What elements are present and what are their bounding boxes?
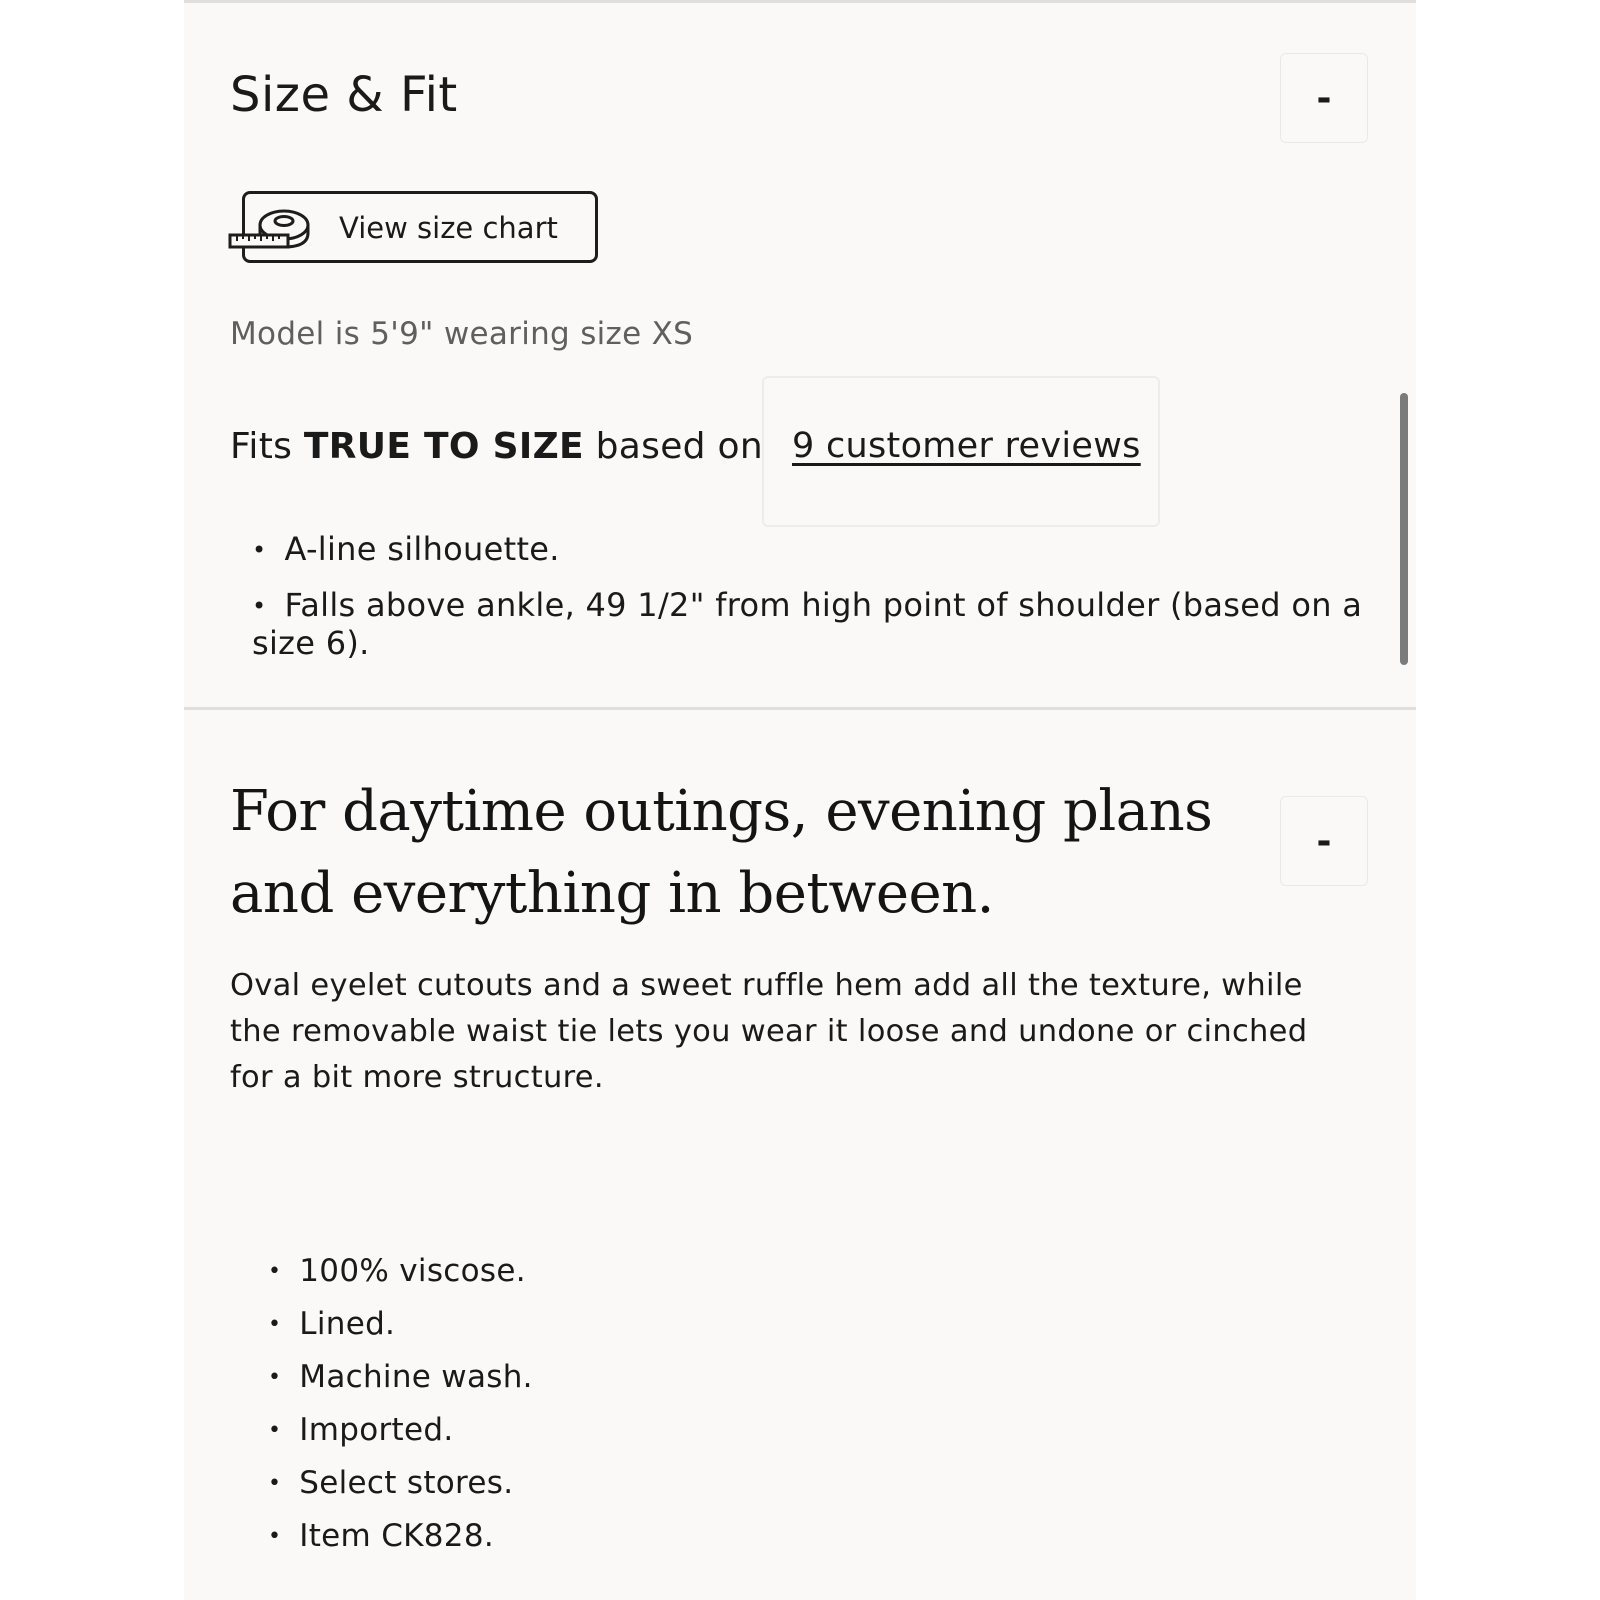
bullet-icon: • (268, 1259, 282, 1284)
model-size-info: Model is 5'9" wearing size XS (230, 316, 694, 352)
description-body: Oval eyelet cutouts and a sweet ruffle hem add all the texture, while the removable waist tie lets you wear it loose and undone or cinched for a bit more structure. (230, 968, 1308, 1095)
reviews-link-box[interactable] (762, 376, 1160, 527)
detail-text: Machine wash. (299, 1359, 533, 1395)
fit-bullet-item (252, 587, 1372, 662)
detail-text: Imported. (299, 1412, 454, 1448)
size-fit-collapse-button[interactable]: - (1280, 53, 1368, 143)
scrollbar-thumb[interactable] (1400, 393, 1408, 665)
detail-item (268, 1510, 533, 1563)
fit-bullet-text: Falls above ankle, 49 1/2" from high point of shoulder (based on a size 6). (252, 586, 1363, 662)
fit-summary (230, 426, 763, 467)
fit-value: TRUE TO SIZE (303, 426, 584, 467)
details-bullet-list (268, 1245, 533, 1563)
detail-item (268, 1457, 533, 1510)
customer-reviews-link[interactable]: 9 customer reviews (792, 426, 1141, 466)
view-size-chart-label: View size chart (339, 211, 558, 245)
bullet-icon: • (268, 1312, 282, 1337)
description-collapse-button[interactable]: - (1280, 796, 1368, 886)
detail-item (268, 1245, 533, 1298)
fit-bullet-item (252, 531, 1372, 569)
detail-text: Lined. (299, 1306, 396, 1342)
product-details-panel (184, 0, 1416, 1600)
detail-item (268, 1404, 533, 1457)
fit-bullet-list (252, 531, 1372, 680)
fit-suffix: based on (595, 426, 763, 467)
detail-text: Select stores. (299, 1465, 514, 1501)
detail-item (268, 1298, 533, 1351)
bullet-icon: • (268, 1365, 282, 1390)
bullet-icon: • (252, 592, 267, 620)
description-headline: For daytime outings, evening plans and everything in between. (230, 779, 1213, 926)
detail-item (268, 1351, 533, 1404)
bullet-icon: • (268, 1524, 282, 1549)
detail-text: Item CK828. (299, 1518, 495, 1554)
bullet-icon: • (252, 536, 267, 564)
bullet-icon: • (268, 1418, 282, 1443)
detail-text: 100% viscose. (299, 1253, 526, 1289)
measuring-tape-icon (228, 203, 314, 255)
fit-bullet-text: A-line silhouette. (284, 530, 560, 568)
fit-prefix: Fits (230, 426, 293, 467)
size-fit-title: Size & Fit (230, 67, 458, 123)
section-divider (184, 707, 1416, 710)
bullet-icon: • (268, 1471, 282, 1496)
